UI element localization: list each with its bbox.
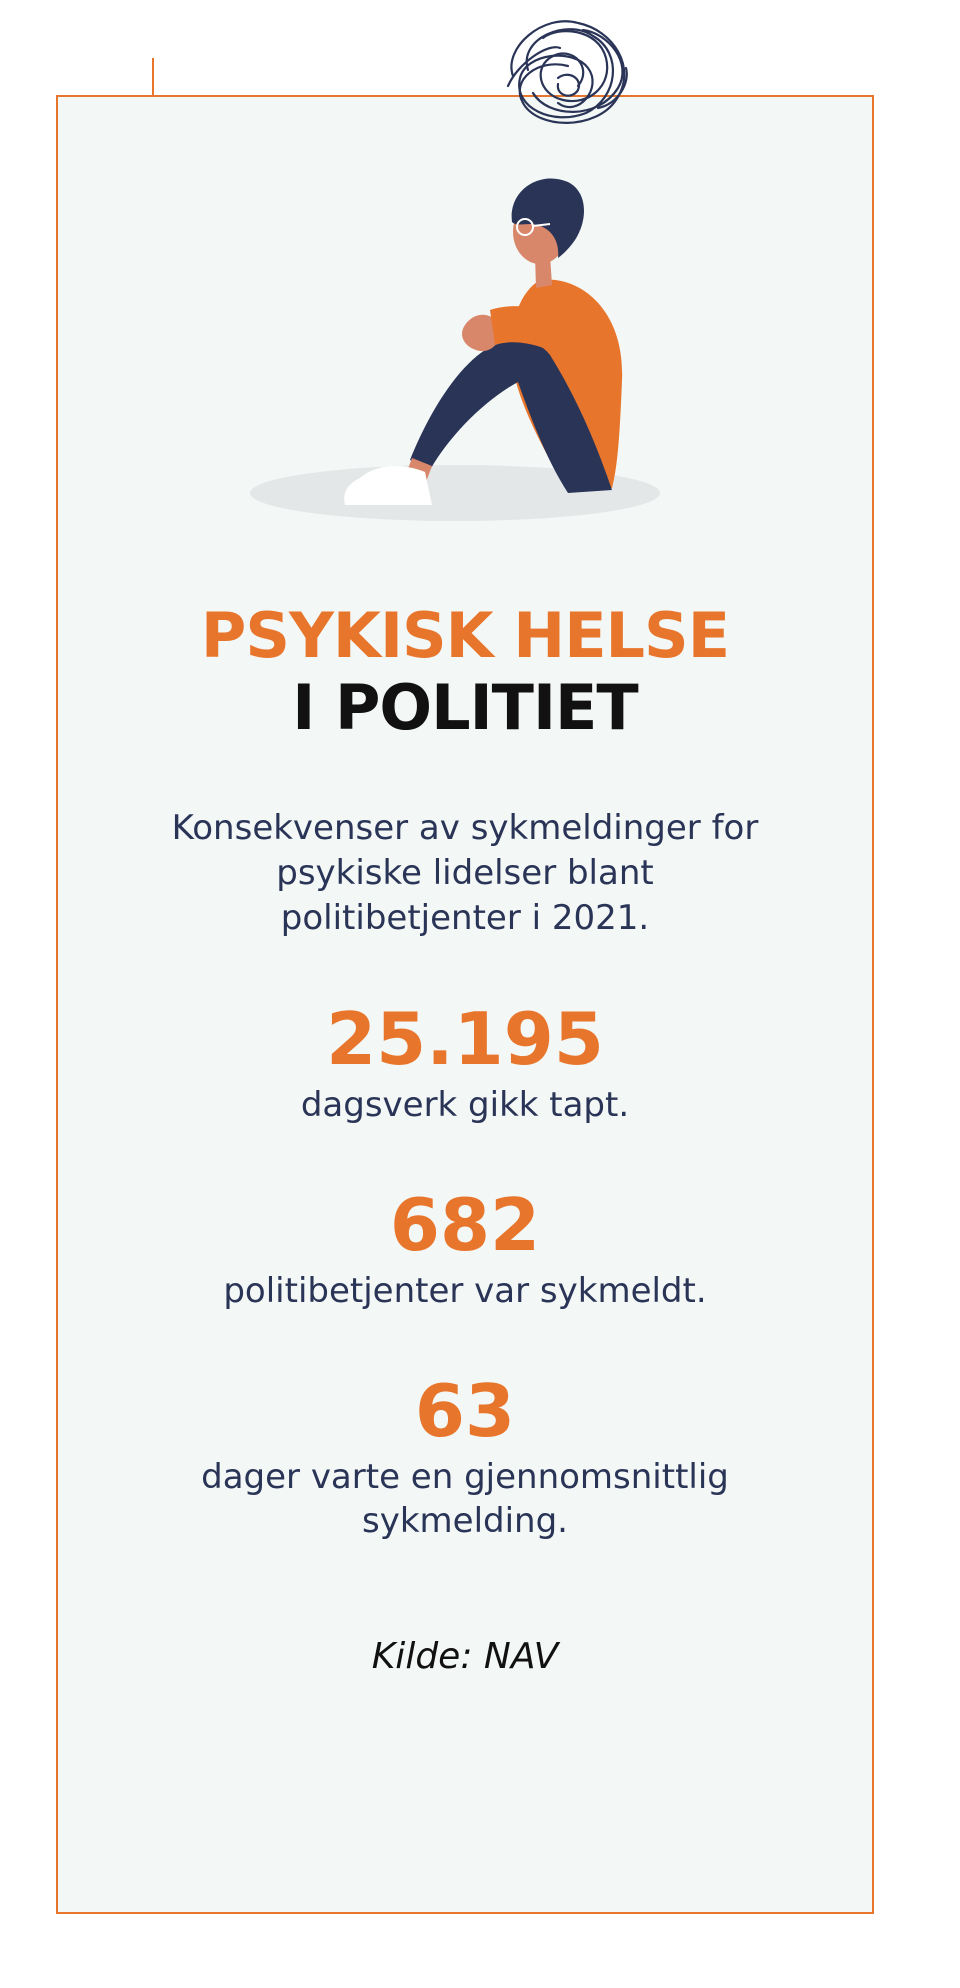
stat-block-2	[56, 1185, 874, 1313]
title-line-1: PSYKISK HELSE	[200, 599, 730, 672]
stat-label: dagsverk gikk tapt.	[300, 1085, 630, 1125]
stat-block-1	[56, 999, 874, 1127]
stat-value: 25.195	[326, 997, 604, 1081]
infographic-content	[56, 600, 874, 1679]
scribble-cloud-icon	[498, 8, 643, 136]
intro-text: Konsekvenser av sykmeldinger for psykiske lidelser blant politibetjenter i 2021.	[171, 808, 759, 938]
source-credit: Kilde: NAV	[371, 1636, 559, 1677]
stat-block-3	[56, 1371, 874, 1543]
sitting-person-illustration	[250, 160, 680, 540]
stat-value: 682	[389, 1183, 541, 1267]
title-line-2: I POLITIET	[292, 671, 638, 744]
stat-value: 63	[414, 1369, 516, 1453]
stat-label: politibetjenter var sykmeldt.	[223, 1271, 707, 1311]
stat-label: dager varte en gjennomsnittlig sykmelding.	[201, 1457, 729, 1541]
